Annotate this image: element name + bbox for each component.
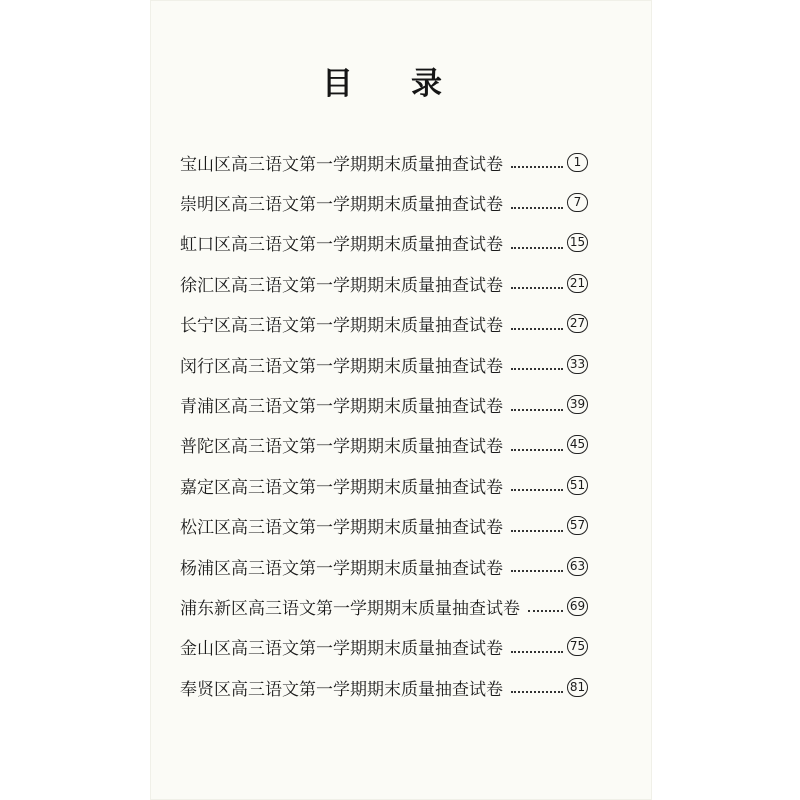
toc-entry	[180, 506, 588, 546]
dot-leader	[511, 287, 563, 289]
toc-page-number: 39	[567, 395, 588, 414]
dot-leader	[511, 409, 563, 411]
toc-page-number: 15	[567, 233, 588, 252]
toc-heading	[322, 58, 442, 103]
toc-entry-title: 杨浦区高三语文第一学期期末质量抽查试卷	[180, 558, 503, 579]
toc-heading-char: 目	[322, 66, 353, 102]
toc-page-number: 21	[567, 274, 588, 293]
toc-entry	[180, 546, 588, 586]
toc-entry	[180, 263, 588, 303]
toc-entry-title: 松江区高三语文第一学期期末质量抽查试卷	[180, 518, 503, 539]
toc-entry-title: 长宁区高三语文第一学期期末质量抽查试卷	[180, 316, 503, 337]
toc-entry	[180, 223, 588, 263]
dot-leader	[511, 247, 563, 249]
dot-leader	[511, 449, 563, 451]
toc-entry	[180, 142, 588, 182]
toc-page-number: 63	[567, 557, 588, 576]
toc-entry-title: 宝山区高三语文第一学期期末质量抽查试卷	[180, 154, 503, 175]
toc-entry-title: 青浦区高三语文第一学期期末质量抽查试卷	[180, 397, 503, 418]
toc-heading-char: 录	[411, 66, 442, 102]
dot-leader	[511, 489, 563, 491]
toc-entry	[180, 344, 588, 384]
toc-entry	[180, 465, 588, 505]
toc-page-number: 75	[567, 637, 588, 656]
toc-page-number: 51	[567, 476, 588, 495]
dot-leader	[511, 570, 563, 572]
toc-page-number: 69	[567, 597, 588, 616]
dot-leader	[511, 166, 563, 168]
table-of-contents	[180, 142, 588, 707]
dot-leader	[511, 651, 563, 653]
toc-entry-title: 闵行区高三语文第一学期期末质量抽查试卷	[180, 356, 503, 377]
toc-entry	[180, 425, 588, 465]
toc-entry	[180, 304, 588, 344]
toc-page-number: 81	[567, 678, 588, 697]
toc-entry-title: 奉贤区高三语文第一学期期末质量抽查试卷	[180, 679, 503, 700]
dot-leader	[511, 328, 563, 330]
toc-entry-title: 徐汇区高三语文第一学期期末质量抽查试卷	[180, 275, 503, 296]
toc-page-number: 7	[567, 193, 588, 212]
toc-entry-title: 虹口区高三语文第一学期期末质量抽查试卷	[180, 235, 503, 256]
toc-entry-title: 浦东新区高三语文第一学期期末质量抽查试卷	[180, 598, 520, 619]
toc-entry	[180, 627, 588, 667]
dot-leader	[511, 207, 563, 209]
toc-page-number: 45	[567, 435, 588, 454]
toc-entry-title: 普陀区高三语文第一学期期末质量抽查试卷	[180, 437, 503, 458]
dot-leader	[511, 691, 563, 693]
toc-entry-title: 崇明区高三语文第一学期期末质量抽查试卷	[180, 195, 503, 216]
toc-page-number: 1	[567, 153, 588, 172]
dot-leader	[511, 368, 563, 370]
toc-entry	[180, 667, 588, 707]
toc-entry-title: 嘉定区高三语文第一学期期末质量抽查试卷	[180, 477, 503, 498]
toc-entry	[180, 384, 588, 424]
toc-entry	[180, 586, 588, 626]
toc-page-number: 33	[567, 355, 588, 374]
dot-leader	[528, 610, 563, 612]
toc-entry	[180, 182, 588, 222]
dot-leader	[511, 530, 563, 532]
toc-entry-title: 金山区高三语文第一学期期末质量抽查试卷	[180, 639, 503, 660]
toc-page-number: 27	[567, 314, 588, 333]
toc-page-number: 57	[567, 516, 588, 535]
